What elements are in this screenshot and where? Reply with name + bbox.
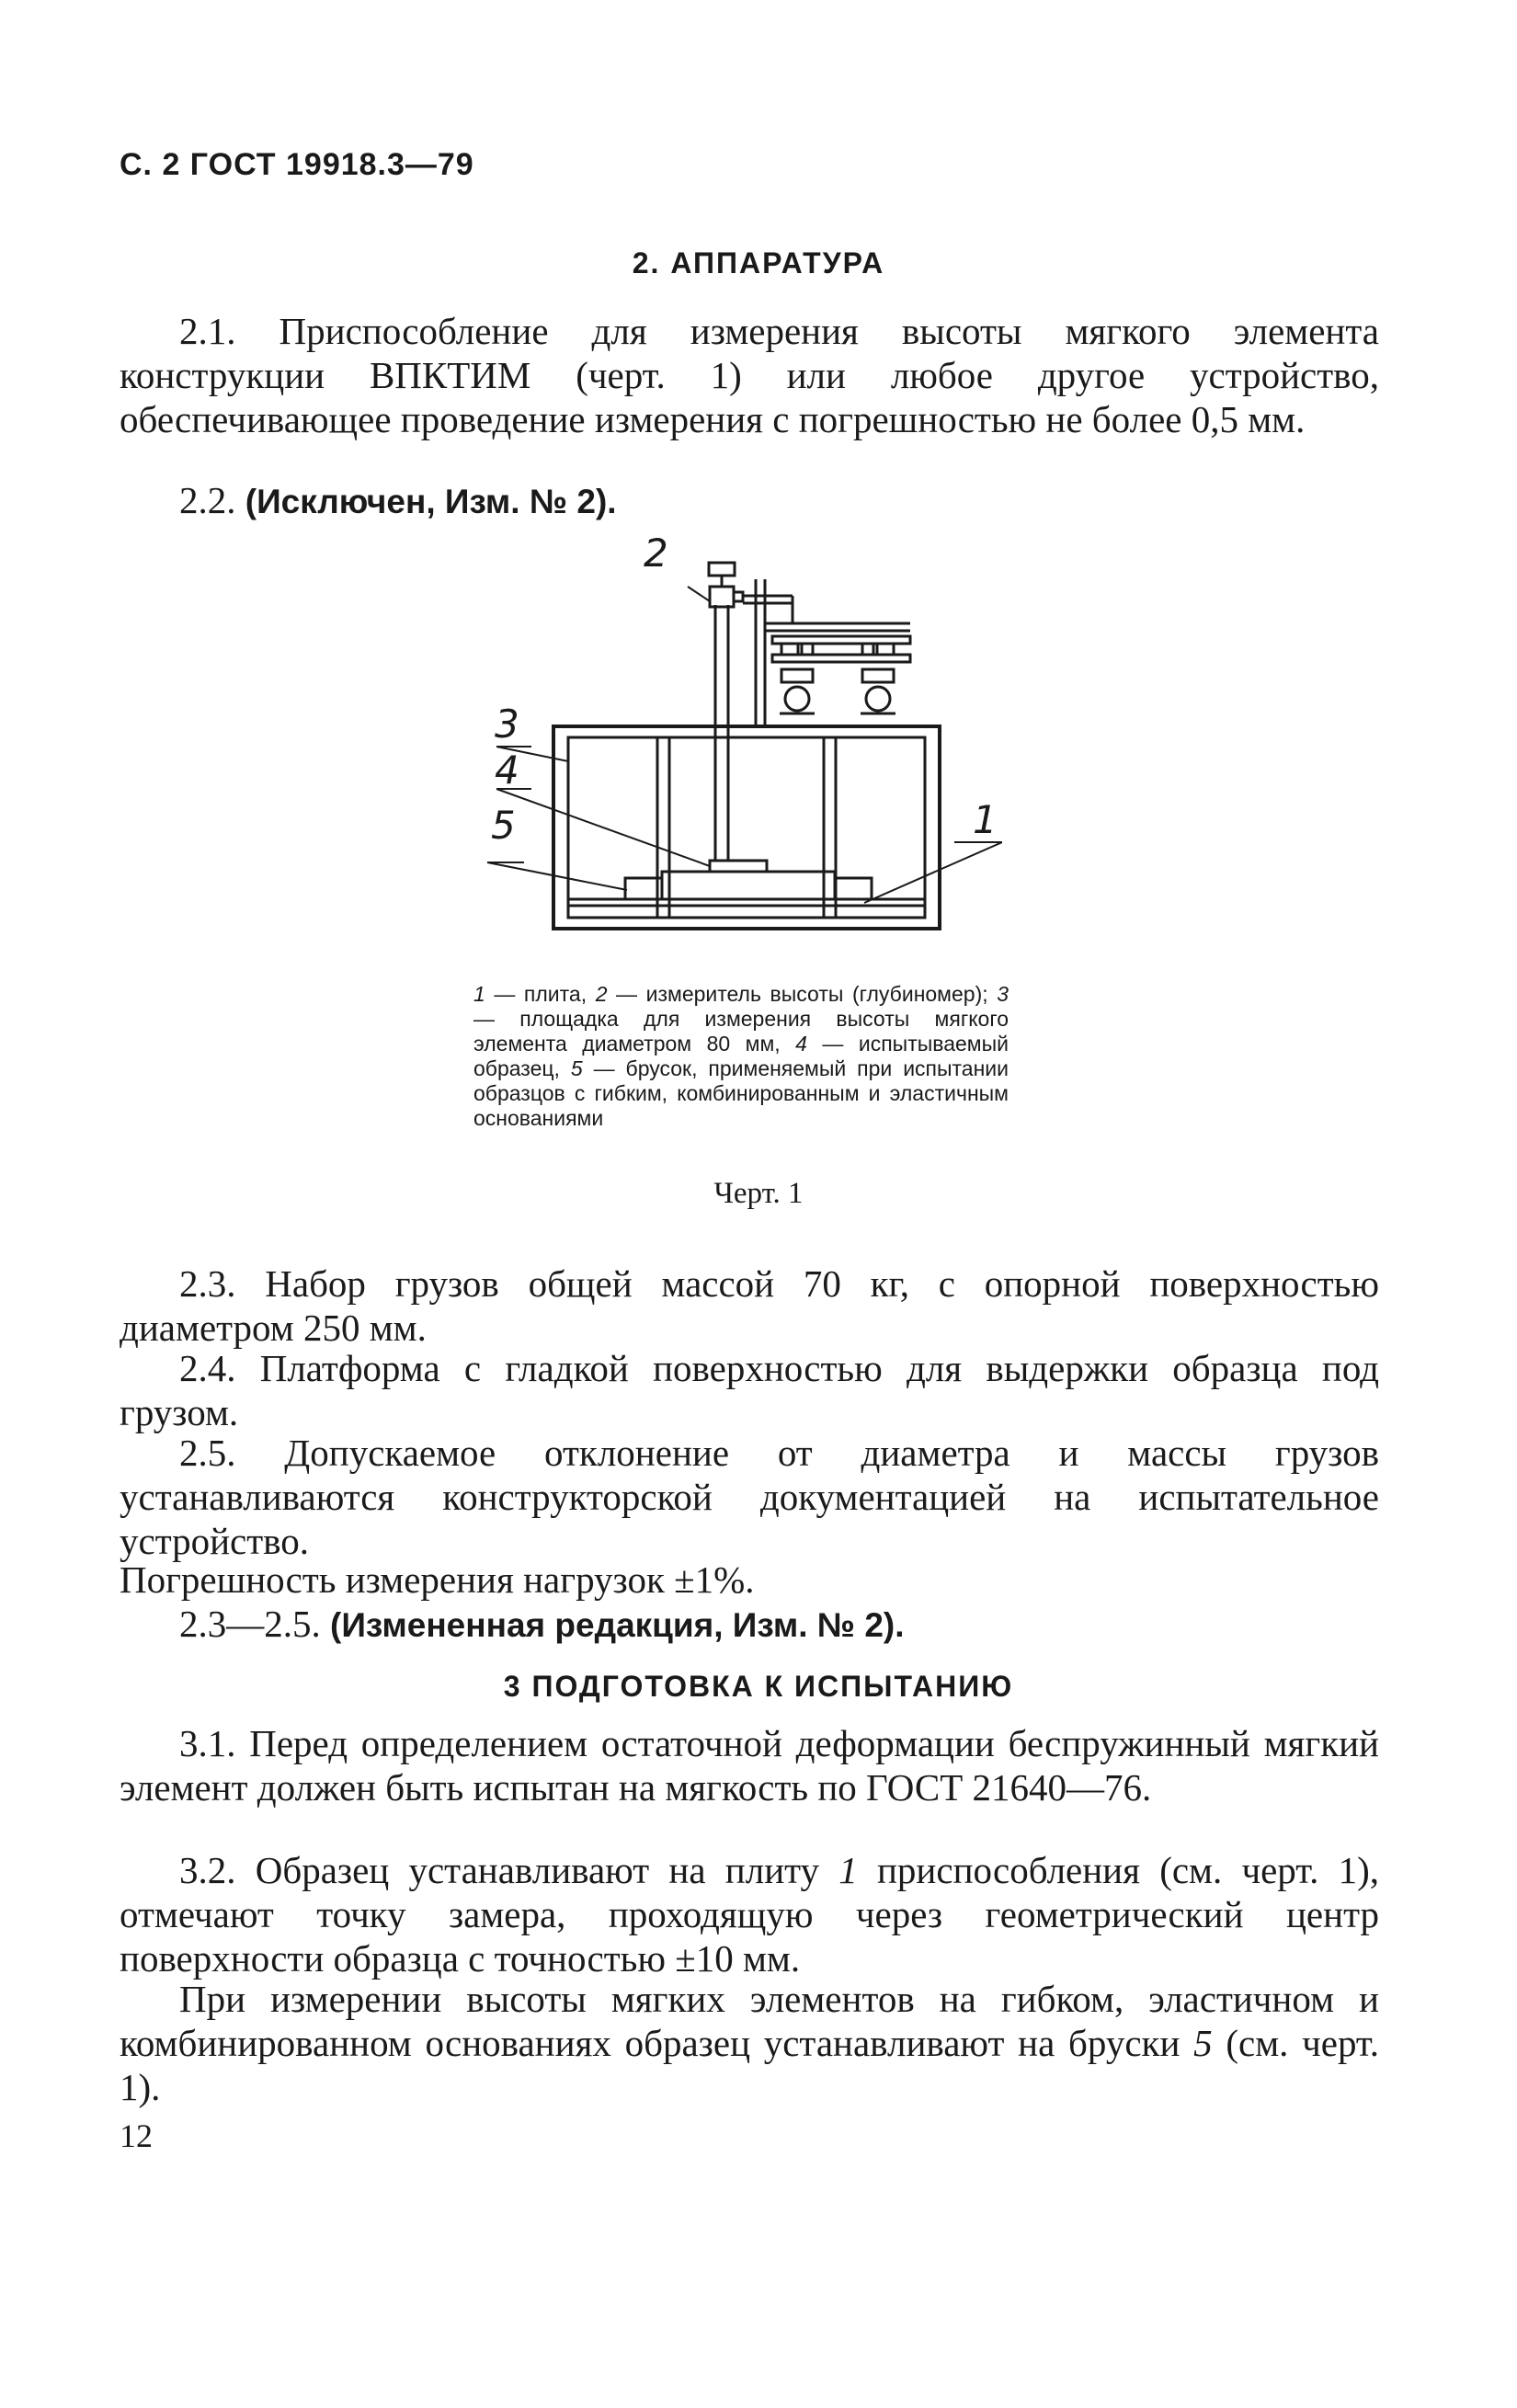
paragraph-3-2 xyxy=(120,1848,1379,1980)
caption-text-1: — плита, xyxy=(485,982,596,1006)
caption-number-4: 4 xyxy=(795,1032,807,1056)
paragraph-3-3-text-a: При измерении высоты мягких элементов на гибком, эластичном и комбинированном основаниях образец устанавливают на бруски xyxy=(120,1978,1379,2064)
paragraph-2-3: 2.3. Набор грузов общей массой 70 кг, с опорной поверхностью диаметром 250 мм. xyxy=(120,1262,1379,1349)
drawing-label-4: 4 xyxy=(495,748,519,793)
paragraph-2-2-number: 2.2. xyxy=(179,479,236,521)
section-title-preparation: 3 ПОДГОТОВКА К ИСПЫТАНИЮ xyxy=(503,1670,1014,1703)
paragraph-3-2-ref: 1 xyxy=(838,1849,858,1891)
paragraph-3-2-text-a: 3.2. Образец устанавливают на плиту xyxy=(179,1849,839,1891)
paragraph-2-5: 2.5. Допускаемое отклонение от диаметра и массы грузов устанавливаются конструкторской документацией на испытательное устройство. xyxy=(120,1432,1379,1562)
paragraph-2-4: 2.4. Платформа с гладкой поверхностью для выдержки образца под грузом. xyxy=(120,1347,1379,1433)
paragraph-2-1: 2.1. Приспособление для измерения высоты мягкого элемента конструкции ВПКТИМ (черт. 1) или любое другое устройство, обеспечивающее проведение измерения с погрешностью не более 0,5 мм. xyxy=(120,310,1379,440)
figure-label: Черт. 1 xyxy=(713,1177,804,1210)
caption-number-2: 2 xyxy=(595,982,608,1006)
caption-number-3: 3 xyxy=(997,982,1009,1006)
paragraph-3-3 xyxy=(120,1977,1379,2109)
paragraph-3-3-text-b: (см. черт. 1). xyxy=(120,2022,1379,2108)
section-title-apparatus: 2. АППАРАТУРА xyxy=(632,246,885,280)
page-number: 12 xyxy=(120,2117,153,2154)
paragraph-revision xyxy=(120,1602,1379,1648)
figure-measuring-device xyxy=(469,533,1002,965)
caption-text-2: — измеритель высоты (глубиномер); xyxy=(607,982,998,1006)
paragraph-3-1: 3.1. Перед определением остаточной деформации беспружинный мягкий элемент должен быть испытан на мягкость по ГОСТ 21640—76. xyxy=(120,1722,1379,1809)
caption-number-5: 5 xyxy=(570,1056,583,1080)
caption-number-1: 1 xyxy=(473,982,485,1006)
paragraph-2-2 xyxy=(120,478,1379,524)
drawing-label-3: 3 xyxy=(495,702,519,747)
revision-number: 2.3—2.5. xyxy=(179,1603,321,1645)
paragraph-3-3-ref: 5 xyxy=(1193,2022,1213,2064)
caption-text-3: — площадка для измерения высоты мягкого элемента диаметром 80 мм, xyxy=(473,1007,1009,1056)
figure-caption xyxy=(473,982,1009,1131)
paragraph-measurement-error: Погрешность измерения нагрузок ±1%. xyxy=(120,1558,755,1601)
paragraph-2-2-text: (Исключен, Изм. № 2). xyxy=(245,483,617,520)
paragraph-3-2-text-b: приспособления (см. черт. 1), отмечают точку замера, проходящую через геометрический центр поверхности образца с точностью ±10 мм. xyxy=(120,1849,1379,1980)
caption-text-4: — испытываемый образец, xyxy=(473,1032,1009,1080)
drawing-label-2: 2 xyxy=(644,533,668,576)
drawing-label-5: 5 xyxy=(491,803,516,848)
revision-text: (Измененная редакция, Изм. № 2). xyxy=(330,1606,905,1644)
device-drawing xyxy=(469,533,1002,965)
page-header: С. 2 ГОСТ 19918.3—79 xyxy=(120,147,474,182)
drawing-label-1: 1 xyxy=(973,797,998,842)
caption-text-5: — брусок, применяемый при испытании образцов с гибким, комбинированным и эластичным основаниями xyxy=(473,1056,1009,1130)
